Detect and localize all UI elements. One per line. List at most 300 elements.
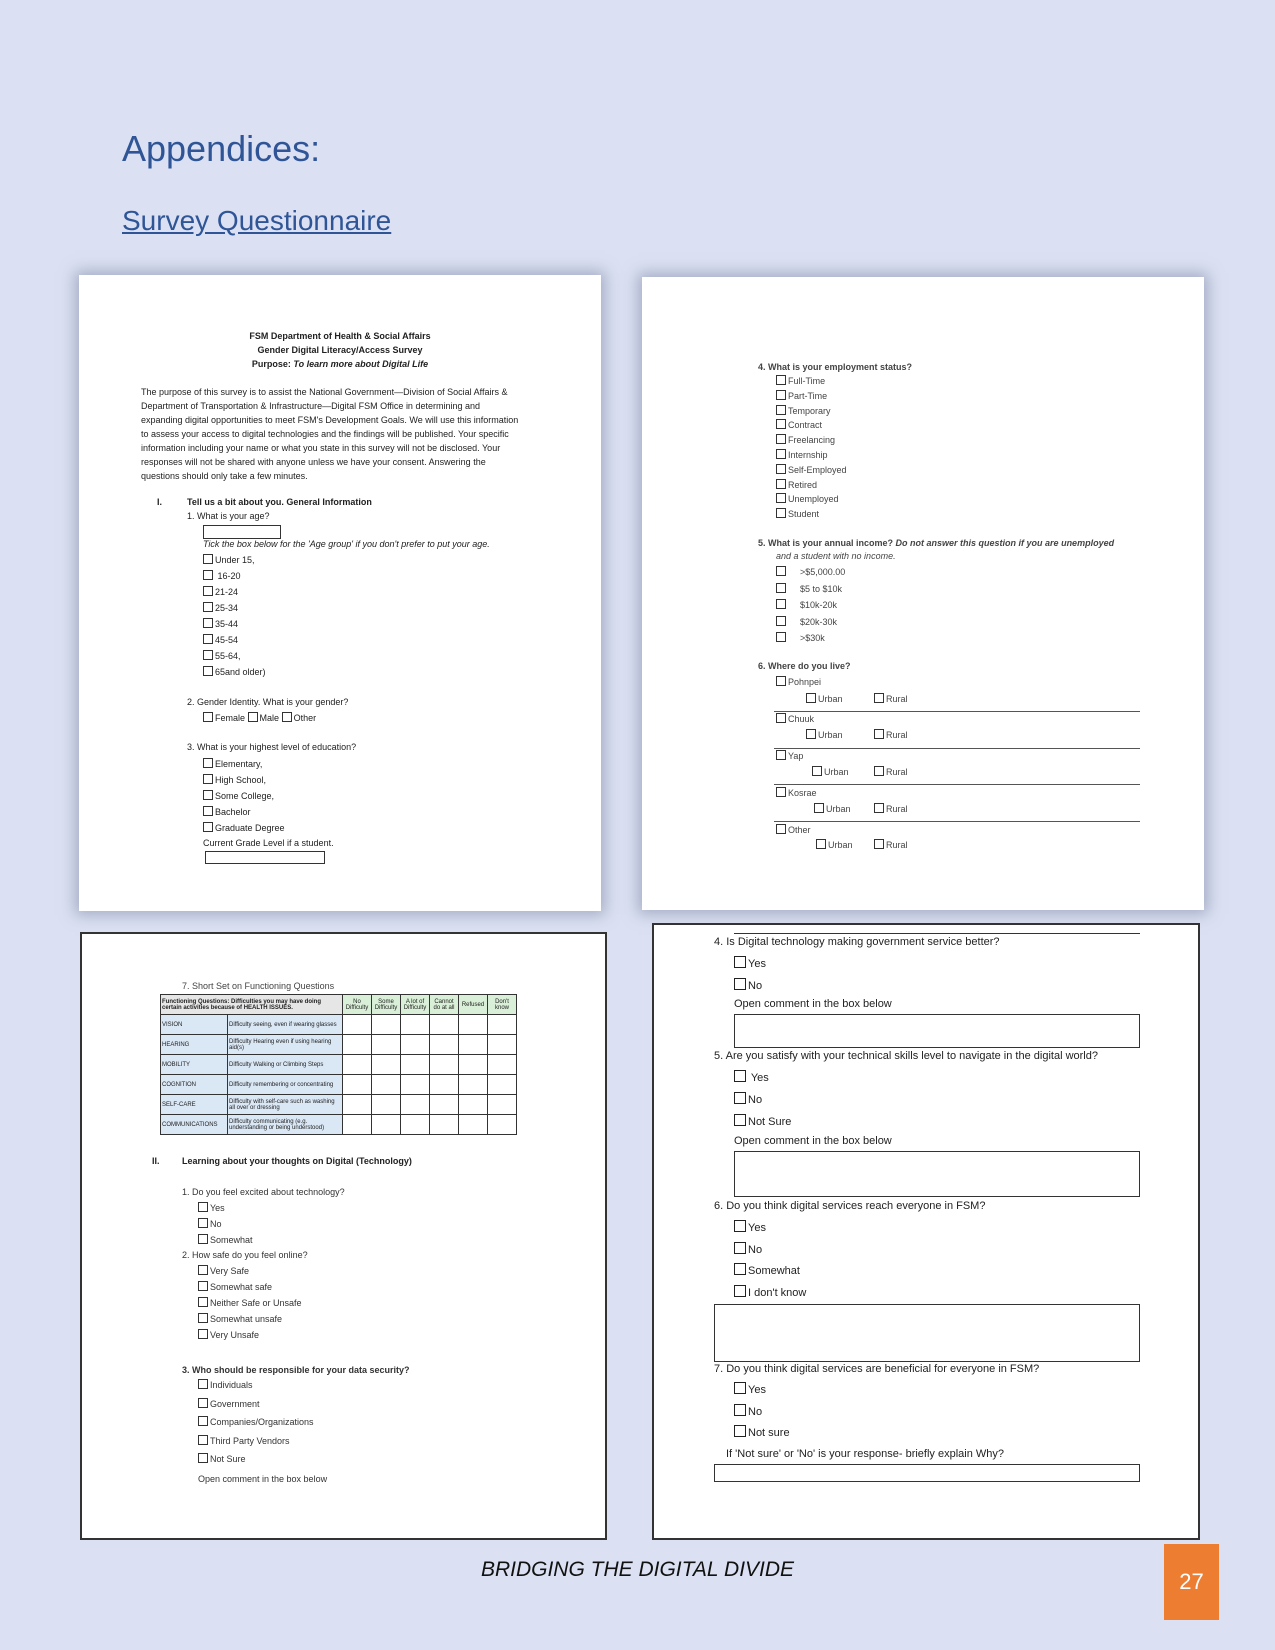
comment-box[interactable] xyxy=(734,1151,1140,1197)
question-reach: 6. Do you think digital services reach everyone in FSM? xyxy=(714,1200,986,1212)
checkbox[interactable] xyxy=(198,1202,208,1212)
option-label: Internship xyxy=(788,449,828,460)
location-label: Kosrae xyxy=(788,788,817,798)
rural-option[interactable] xyxy=(874,803,908,814)
checkbox[interactable] xyxy=(812,766,822,776)
option-label: Somewhat safe xyxy=(210,1282,273,1292)
income-option[interactable] xyxy=(776,583,845,600)
divider xyxy=(774,821,1140,822)
option-label: $10k-20k xyxy=(800,600,838,610)
age-option[interactable] xyxy=(203,600,266,616)
checkbox[interactable] xyxy=(776,375,786,385)
column-header: Refused xyxy=(459,995,488,1015)
intro-line: to assess your access to digital technologies and the findings will be published. Your specific xyxy=(141,429,509,439)
checkbox[interactable] xyxy=(776,464,786,474)
table-header-question: Functioning Questions: Difficulties you may have doing certain activities because of HEALTH ISSUES. xyxy=(161,995,343,1015)
option[interactable] xyxy=(734,1285,806,1307)
option-label: Other xyxy=(293,713,317,723)
option-label: Some College, xyxy=(215,791,275,801)
option-label: >$5,000.00 xyxy=(800,567,846,577)
checkbox[interactable] xyxy=(198,1453,208,1463)
grade-level-input[interactable] xyxy=(205,851,325,864)
answer-cell[interactable] xyxy=(430,1075,459,1095)
row-description: Difficulty with self-care such as washing all over or dressing xyxy=(228,1095,343,1115)
checkbox[interactable] xyxy=(806,693,816,703)
comment-box[interactable] xyxy=(714,1304,1140,1362)
option-label: Somewhat xyxy=(210,1235,253,1245)
checkbox[interactable] xyxy=(282,712,292,722)
education-option[interactable] xyxy=(203,804,285,820)
employment-option[interactable] xyxy=(776,418,847,433)
answer-cell[interactable] xyxy=(459,1055,488,1075)
answer-cell[interactable] xyxy=(343,1095,372,1115)
option[interactable] xyxy=(734,1092,791,1114)
checkbox[interactable] xyxy=(198,1329,208,1339)
option-label: No xyxy=(748,1243,763,1256)
location-other[interactable] xyxy=(776,824,811,835)
answer-cell[interactable] xyxy=(401,1115,430,1135)
answer-cell[interactable] xyxy=(401,1095,430,1115)
checkbox[interactable] xyxy=(874,766,884,776)
beneficial-note: If 'Not sure' or 'No' is your response- briefly explain Why? xyxy=(726,1448,1005,1460)
option-label: Yes xyxy=(210,1203,225,1213)
option-label: Freelancing xyxy=(788,435,836,446)
option-label: Urban xyxy=(818,694,843,704)
option[interactable] xyxy=(198,1216,253,1232)
column-header: Cannot do at all xyxy=(430,995,459,1015)
option-label: Urban xyxy=(828,840,853,850)
survey-page-4 xyxy=(652,923,1200,1540)
answer-cell[interactable] xyxy=(430,1095,459,1115)
education-option[interactable] xyxy=(203,756,285,772)
option-label: I don't know xyxy=(748,1286,807,1299)
checkbox[interactable] xyxy=(198,1416,208,1426)
option-label: Very Unsafe xyxy=(210,1330,260,1340)
option-label: Student xyxy=(788,509,820,520)
location-chuuk[interactable] xyxy=(776,713,814,724)
checkbox[interactable] xyxy=(734,1404,746,1416)
option-label: 35-44 xyxy=(215,619,239,629)
answer-cell[interactable] xyxy=(488,1095,517,1115)
checkbox[interactable] xyxy=(734,1285,746,1297)
option[interactable] xyxy=(198,1263,302,1279)
option[interactable] xyxy=(198,1311,302,1327)
income-question-note: Do not answer this question if you are unemployed xyxy=(895,538,1115,548)
answer-cell[interactable] xyxy=(488,1055,517,1075)
option-label: 55-64, xyxy=(215,651,241,661)
income-options xyxy=(776,566,845,649)
checkbox[interactable] xyxy=(814,803,824,813)
education-option[interactable] xyxy=(203,820,285,836)
table-row xyxy=(161,1055,517,1075)
option-label: >$30k xyxy=(800,633,825,643)
answer-cell[interactable] xyxy=(401,1015,430,1035)
location-yap[interactable] xyxy=(776,750,803,761)
age-input[interactable] xyxy=(203,525,281,539)
option-label: 21-24 xyxy=(215,587,239,597)
option-label: $20k-30k xyxy=(800,616,838,627)
table-row xyxy=(161,1015,517,1035)
question-income xyxy=(758,538,1114,548)
intro-line: responses will not be shared with anyone unless we have your consent. Answering the xyxy=(141,457,486,467)
employment-option[interactable] xyxy=(776,404,847,419)
row-category: SELF-CARE xyxy=(161,1095,228,1115)
option-label: Elementary, xyxy=(215,759,263,769)
column-header: Don't know xyxy=(488,995,517,1015)
checkbox[interactable] xyxy=(776,616,786,626)
intro-line: The purpose of this survey is to assist the National Government—Division of Social Affairs & xyxy=(141,387,508,397)
checkbox[interactable] xyxy=(203,570,213,580)
answer-cell[interactable] xyxy=(372,1055,401,1075)
checkbox[interactable] xyxy=(776,750,786,760)
option-label: Yes xyxy=(748,1222,766,1234)
checkbox[interactable] xyxy=(203,790,213,800)
age-option[interactable] xyxy=(203,632,266,648)
option-label: Not Sure xyxy=(748,1116,792,1128)
option[interactable] xyxy=(734,1263,806,1285)
answer-cell[interactable] xyxy=(459,1115,488,1135)
checkbox[interactable] xyxy=(874,803,884,813)
checkbox[interactable] xyxy=(198,1234,208,1244)
question-skills: 5. Are you satisfy with your technical skills level to navigate in the digital world? xyxy=(714,1050,1098,1062)
beneficial-options xyxy=(734,1382,790,1447)
urban-option[interactable] xyxy=(814,803,851,814)
location-kosrae[interactable] xyxy=(776,787,817,798)
option[interactable] xyxy=(734,1220,806,1242)
checkbox[interactable] xyxy=(776,824,786,834)
answer-cell[interactable] xyxy=(343,1015,372,1035)
employment-option[interactable] xyxy=(776,507,847,522)
section-2-number: II. xyxy=(152,1156,160,1166)
employment-option[interactable] xyxy=(776,492,847,507)
checkbox[interactable] xyxy=(203,618,213,628)
rural-option[interactable] xyxy=(874,693,908,704)
education-option[interactable] xyxy=(203,772,285,788)
answer-cell[interactable] xyxy=(372,1095,401,1115)
answer-cell[interactable] xyxy=(401,1075,430,1095)
option[interactable] xyxy=(734,1425,790,1447)
answer-cell[interactable] xyxy=(459,1035,488,1055)
section-1-number: I. xyxy=(157,497,163,507)
question-education: 3. What is your highest level of education? xyxy=(187,742,357,752)
option[interactable] xyxy=(198,1453,314,1472)
checkbox[interactable] xyxy=(198,1281,208,1291)
option[interactable] xyxy=(734,1242,806,1264)
row-category: VISION xyxy=(161,1015,228,1035)
option-label: Neither Safe or Unsafe xyxy=(210,1298,302,1308)
divider xyxy=(774,784,1140,785)
divider xyxy=(774,711,1140,712)
education-option[interactable] xyxy=(203,788,285,804)
checkbox[interactable] xyxy=(203,712,213,722)
checkbox[interactable] xyxy=(776,713,786,723)
checkbox[interactable] xyxy=(734,1382,746,1394)
option[interactable] xyxy=(734,1114,791,1136)
answer-cell[interactable] xyxy=(488,1015,517,1035)
checkbox[interactable] xyxy=(734,1242,746,1254)
checkbox[interactable] xyxy=(203,586,213,596)
answer-cell[interactable] xyxy=(430,1015,459,1035)
option-label: Very Safe xyxy=(210,1266,250,1276)
option[interactable] xyxy=(734,956,766,978)
option[interactable] xyxy=(198,1232,253,1248)
checkbox[interactable] xyxy=(776,676,786,686)
intro-line: Department of Transportation & Infrastructure—Digital FSM Office in determining and xyxy=(141,401,480,411)
option-label: Under 15, xyxy=(215,555,255,565)
question-data-security: 3. Who should be responsible for your data security? xyxy=(182,1365,410,1375)
checkbox[interactable] xyxy=(874,693,884,703)
urban-option[interactable] xyxy=(812,766,849,777)
checkbox[interactable] xyxy=(776,405,786,415)
rural-option[interactable] xyxy=(874,766,908,777)
answer-cell[interactable] xyxy=(459,1095,488,1115)
income-option[interactable] xyxy=(776,616,845,633)
comment-box[interactable] xyxy=(734,1014,1140,1048)
footer-title: BRIDGING THE DIGITAL DIVIDE xyxy=(480,1558,795,1581)
income-option[interactable] xyxy=(776,599,845,616)
option[interactable] xyxy=(198,1200,253,1216)
age-option[interactable] xyxy=(203,552,266,568)
checkbox[interactable] xyxy=(874,839,884,849)
income-option[interactable] xyxy=(776,566,845,583)
answer-cell[interactable] xyxy=(372,1075,401,1095)
checkbox[interactable] xyxy=(203,806,213,816)
option-label: Third Party Vendors xyxy=(210,1435,290,1446)
option-label: Urban xyxy=(818,730,843,740)
age-option[interactable] xyxy=(203,616,266,632)
survey-page-1 xyxy=(79,275,601,911)
table-header-row xyxy=(161,995,517,1015)
question-employment: 4. What is your employment status? xyxy=(758,362,913,372)
option[interactable] xyxy=(198,1398,314,1417)
checkbox[interactable] xyxy=(776,419,786,429)
option[interactable] xyxy=(734,1404,790,1426)
urban-option[interactable] xyxy=(816,839,853,850)
checkbox[interactable] xyxy=(806,729,816,739)
appendices-heading: Appendices: xyxy=(122,128,321,169)
survey-questionnaire-heading: Survey Questionnaire xyxy=(122,205,392,236)
column-header: Some Difficulty xyxy=(372,995,401,1015)
checkbox[interactable] xyxy=(203,650,213,660)
income-question-text: 5. What is your annual income? xyxy=(758,538,894,548)
option[interactable] xyxy=(198,1295,302,1311)
checkbox[interactable] xyxy=(776,390,786,400)
income-question-line2: and a student with no income. xyxy=(776,551,896,561)
checkbox[interactable] xyxy=(734,1114,746,1126)
option-label: Urban xyxy=(826,804,851,814)
age-option[interactable] xyxy=(203,568,266,584)
checkbox[interactable] xyxy=(776,479,786,489)
answer-cell[interactable] xyxy=(401,1055,430,1075)
option[interactable] xyxy=(198,1327,302,1343)
survey-page-3 xyxy=(80,932,607,1540)
age-option[interactable] xyxy=(203,648,266,664)
option-label: Yes xyxy=(748,1072,769,1084)
checkbox[interactable] xyxy=(203,822,213,832)
checkbox[interactable] xyxy=(734,1070,746,1082)
row-category: HEARING xyxy=(161,1035,228,1055)
answer-cell[interactable] xyxy=(430,1035,459,1055)
checkbox[interactable] xyxy=(776,434,786,444)
age-note: Tick the box below for the 'Age group' if you don't prefer to put your age. xyxy=(203,539,490,549)
urban-option[interactable] xyxy=(806,693,843,704)
answer-cell[interactable] xyxy=(430,1055,459,1075)
option[interactable] xyxy=(734,1382,790,1404)
column-header: A lot of Difficulty xyxy=(401,995,430,1015)
survey-title-2: Gender Digital Literacy/Access Survey xyxy=(257,345,423,355)
option-label: Urban xyxy=(824,767,849,777)
age-option[interactable] xyxy=(203,584,266,600)
answer-cell[interactable] xyxy=(488,1035,517,1055)
answer-cell[interactable] xyxy=(372,1115,401,1135)
option-label: Part-Time xyxy=(788,390,828,401)
age-option[interactable] xyxy=(203,664,266,680)
checkbox[interactable] xyxy=(203,602,213,612)
checkbox[interactable] xyxy=(198,1398,208,1408)
rural-option[interactable] xyxy=(874,839,908,850)
income-option[interactable] xyxy=(776,632,845,649)
checkbox[interactable] xyxy=(776,787,786,797)
row-category: COGNITION xyxy=(161,1075,228,1095)
checkbox[interactable] xyxy=(734,1425,746,1437)
checkbox[interactable] xyxy=(816,839,826,849)
checkbox[interactable] xyxy=(203,634,213,644)
location-label: Pohnpei xyxy=(788,677,822,687)
checkbox[interactable] xyxy=(776,566,786,576)
checkbox[interactable] xyxy=(203,758,213,768)
skills-options xyxy=(734,1070,791,1136)
checkbox[interactable] xyxy=(198,1379,208,1389)
option-label: Rural xyxy=(886,694,908,704)
row-description: Difficulty Hearing even if using hearing aid(s) xyxy=(228,1035,343,1055)
option[interactable] xyxy=(198,1435,314,1454)
option-label: No xyxy=(748,1405,763,1418)
purpose-label: Purpose: xyxy=(251,359,291,369)
option-label: Somewhat xyxy=(748,1265,800,1277)
checkbox[interactable] xyxy=(776,449,786,459)
checkbox[interactable] xyxy=(776,632,786,642)
option[interactable] xyxy=(198,1279,302,1295)
location-label: Yap xyxy=(788,751,804,761)
checkbox[interactable] xyxy=(248,712,258,722)
page-number-badge: 27 xyxy=(1164,1544,1219,1620)
answer-cell[interactable] xyxy=(372,1015,401,1035)
location-label: Chuuk xyxy=(788,714,815,724)
explain-box[interactable] xyxy=(714,1464,1140,1482)
option[interactable] xyxy=(734,1070,791,1092)
answer-cell[interactable] xyxy=(372,1035,401,1055)
option[interactable] xyxy=(734,978,766,1000)
checkbox[interactable] xyxy=(776,599,786,609)
education-options xyxy=(203,756,285,836)
divider xyxy=(774,748,1140,749)
option[interactable] xyxy=(198,1416,314,1435)
option-label: Unemployed xyxy=(788,494,839,505)
option-label: Not sure xyxy=(748,1427,790,1439)
option-label: 45-54 xyxy=(215,635,239,645)
employment-option[interactable] xyxy=(776,478,847,493)
checkbox[interactable] xyxy=(776,583,786,593)
answer-cell[interactable] xyxy=(343,1115,372,1135)
option-label: Rural xyxy=(886,767,908,777)
row-description: Difficulty seeing, even if wearing glasses xyxy=(228,1015,343,1035)
answer-cell[interactable] xyxy=(459,1015,488,1035)
question-functioning: 7. Short Set on Functioning Questions xyxy=(182,981,335,991)
intro-line: expanding digital opportunities to meet FSM's Development Goals. We will use this information xyxy=(141,415,519,425)
urban-option[interactable] xyxy=(806,729,843,740)
answer-cell[interactable] xyxy=(459,1075,488,1095)
checkbox[interactable] xyxy=(198,1297,208,1307)
safety-options xyxy=(198,1263,302,1343)
intro-line: questions should only take a few minutes. xyxy=(141,471,308,481)
checkbox[interactable] xyxy=(198,1218,208,1228)
table-row xyxy=(161,1075,517,1095)
checkbox[interactable] xyxy=(734,978,746,990)
answer-cell[interactable] xyxy=(488,1115,517,1135)
option-label: No xyxy=(748,1094,763,1106)
checkbox[interactable] xyxy=(776,493,786,503)
answer-cell[interactable] xyxy=(343,1035,372,1055)
checkbox[interactable] xyxy=(734,956,746,968)
survey-intro xyxy=(141,385,518,483)
checkbox[interactable] xyxy=(874,729,884,739)
answer-cell[interactable] xyxy=(430,1115,459,1135)
employment-option[interactable] xyxy=(776,448,847,463)
employment-option[interactable] xyxy=(776,374,847,389)
checkbox[interactable] xyxy=(734,1092,746,1104)
top-rule xyxy=(734,933,1140,934)
option-label: 65and older) xyxy=(215,667,266,677)
option[interactable] xyxy=(198,1379,314,1398)
rural-option[interactable] xyxy=(874,729,908,740)
survey-purpose xyxy=(79,359,601,369)
employment-option[interactable] xyxy=(776,389,847,404)
excited-options xyxy=(198,1200,253,1248)
option-label: Rural xyxy=(886,804,908,814)
checkbox[interactable] xyxy=(203,666,213,676)
answer-cell[interactable] xyxy=(488,1075,517,1095)
checkbox[interactable] xyxy=(734,1263,746,1275)
checkbox[interactable] xyxy=(776,508,786,518)
checkbox[interactable] xyxy=(198,1435,208,1445)
employment-option[interactable] xyxy=(776,463,847,478)
option-label: 25-34 xyxy=(215,603,239,613)
question-excited: 1. Do you feel excited about technology? xyxy=(182,1187,345,1197)
option-label: Yes xyxy=(748,958,766,970)
option-label: Retired xyxy=(788,479,818,490)
option-label: Temporary xyxy=(788,405,831,416)
option-label: Rural xyxy=(886,840,908,850)
question-age: 1. What is your age? xyxy=(187,511,270,521)
checkbox[interactable] xyxy=(198,1313,208,1323)
checkbox[interactable] xyxy=(203,774,213,784)
checkbox[interactable] xyxy=(734,1220,746,1232)
location-label: Other xyxy=(788,825,811,835)
checkbox[interactable] xyxy=(198,1265,208,1275)
question-gender: 2. Gender Identity. What is your gender? xyxy=(187,697,349,707)
location-pohnpei[interactable] xyxy=(776,676,821,687)
answer-cell[interactable] xyxy=(343,1055,372,1075)
section-2-title: Learning about your thoughts on Digital (Technology) xyxy=(182,1156,412,1166)
option-label: No xyxy=(748,980,763,992)
answer-cell[interactable] xyxy=(343,1075,372,1095)
option-label: Female xyxy=(215,713,246,723)
option-label: Bachelor xyxy=(215,807,251,817)
answer-cell[interactable] xyxy=(401,1035,430,1055)
question-beneficial: 7. Do you think digital services are beneficial for everyone in FSM? xyxy=(714,1363,1040,1375)
employment-option[interactable] xyxy=(776,433,847,448)
checkbox[interactable] xyxy=(203,554,213,564)
